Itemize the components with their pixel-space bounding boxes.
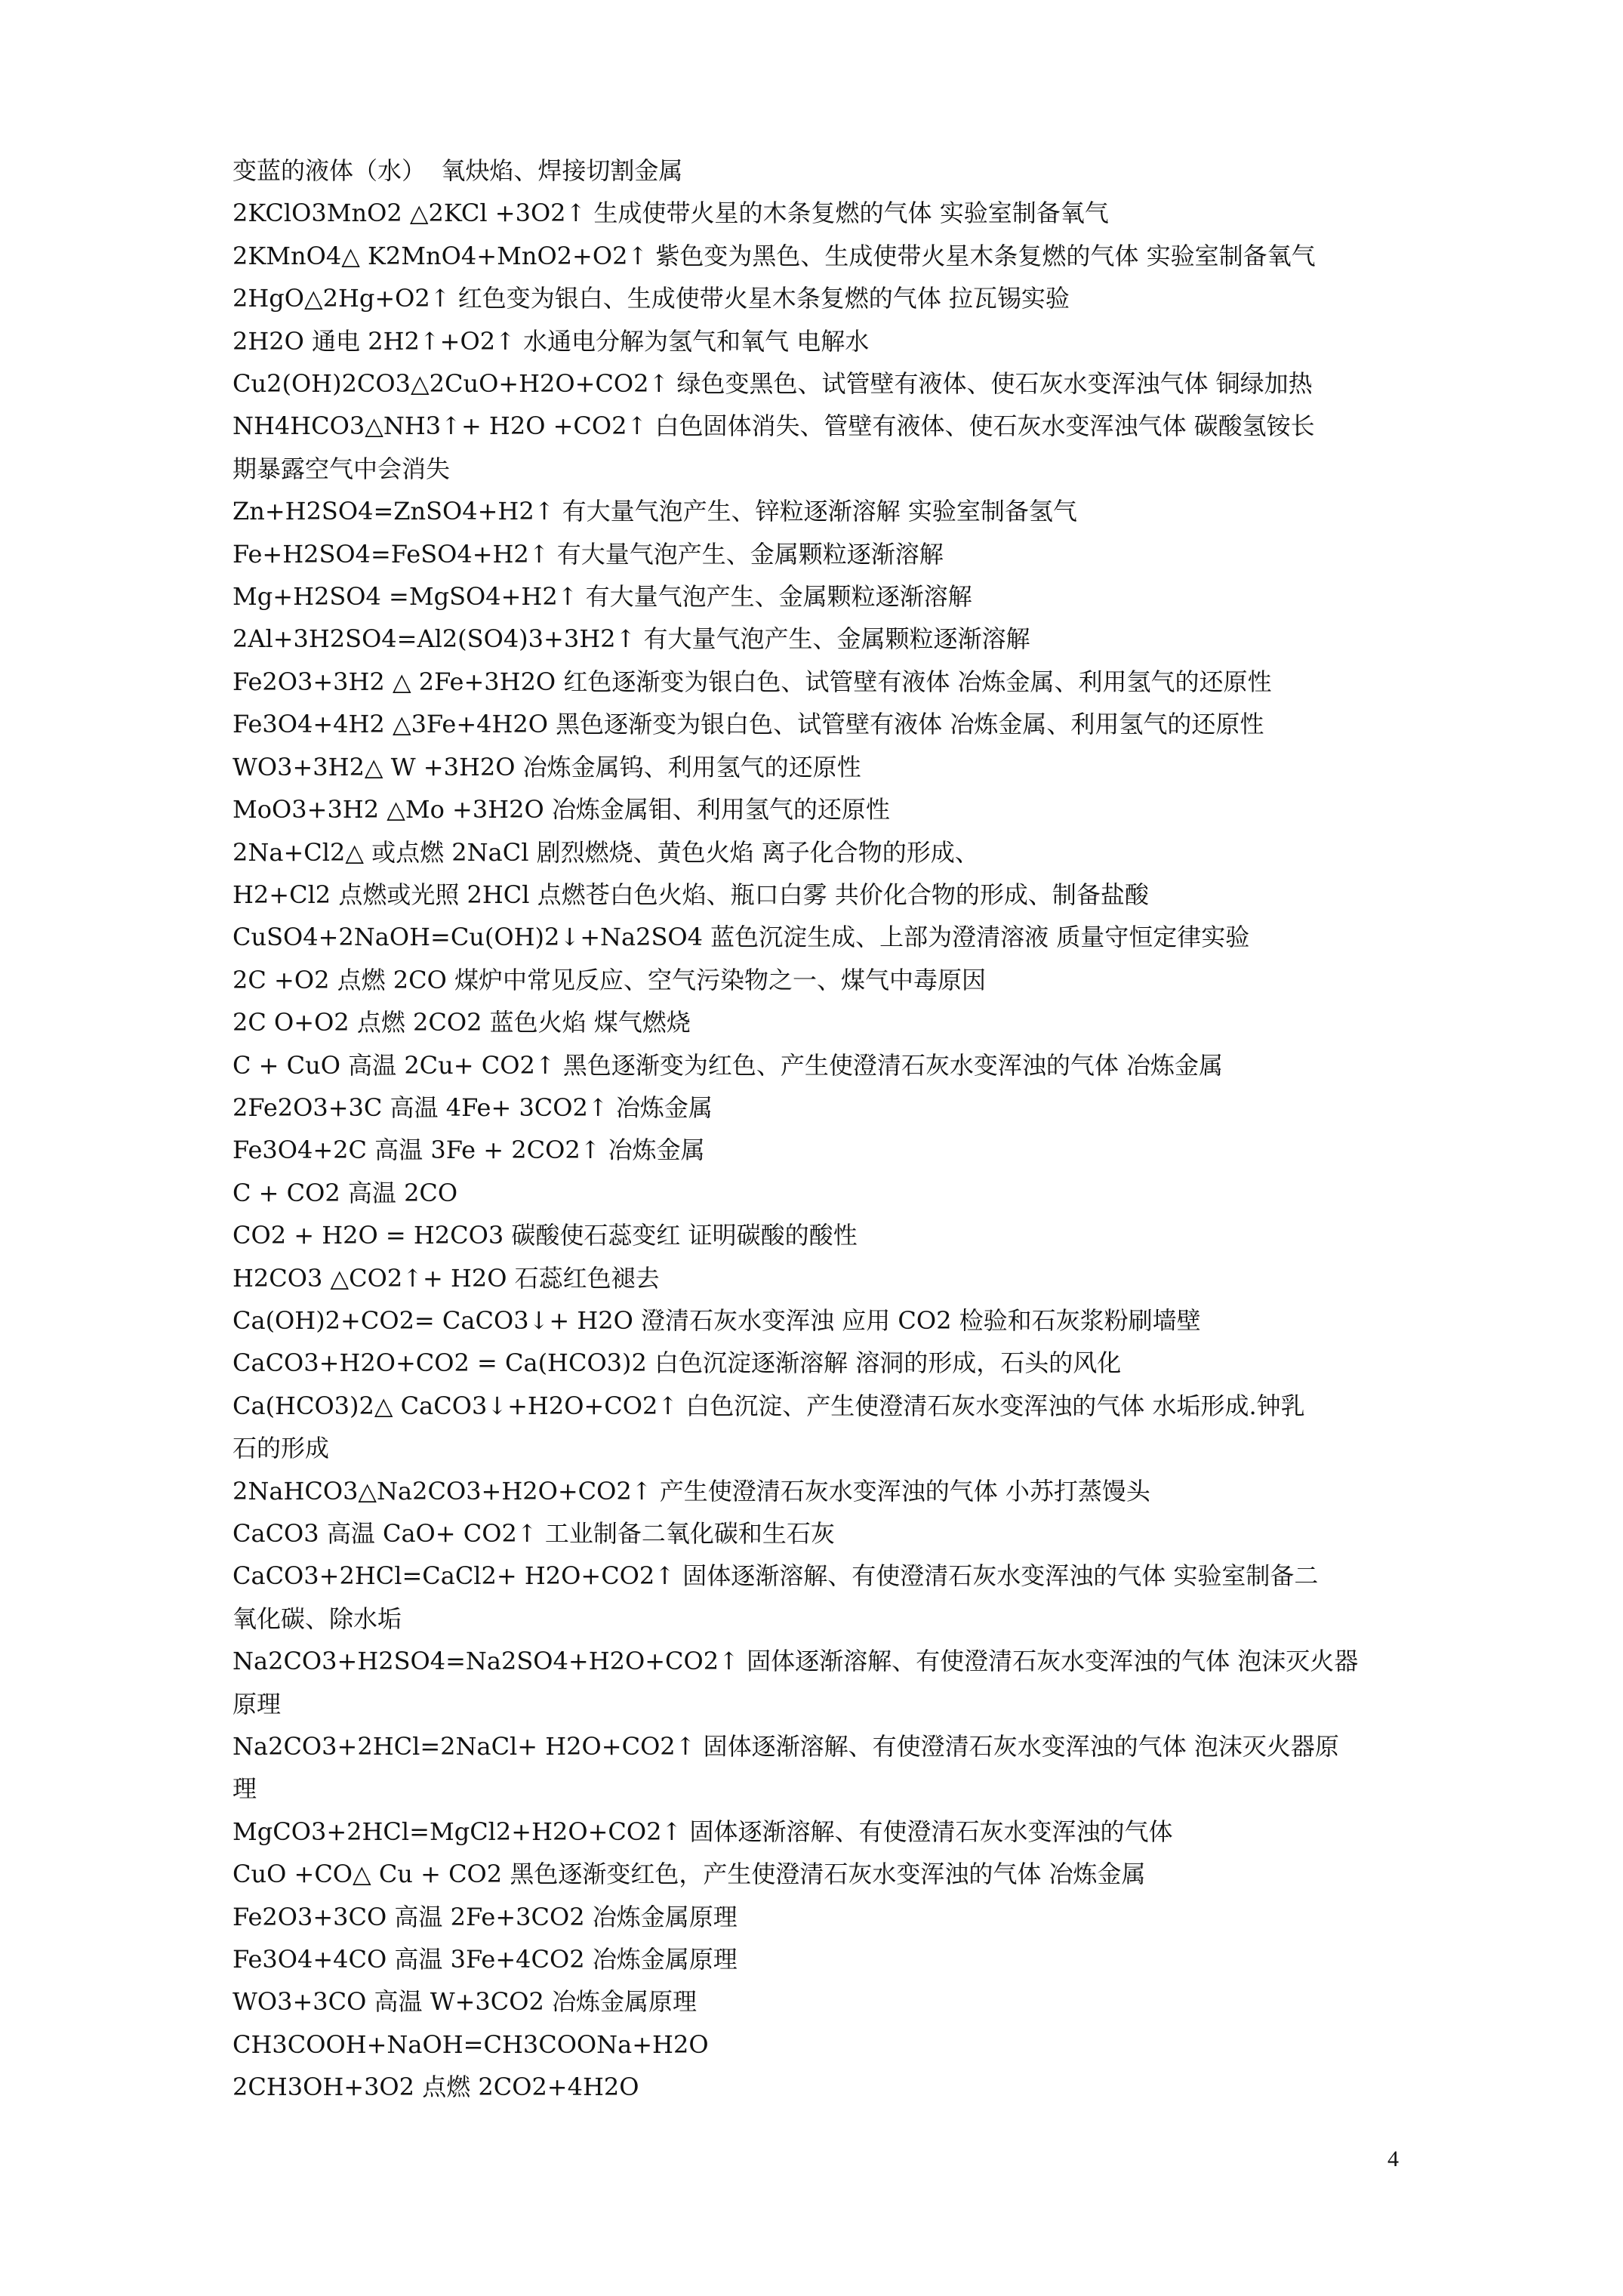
- page-number: 4: [1387, 2147, 1399, 2171]
- text-line: 2CH3OH+3O2 点燃 2CO2+4H2O: [233, 2073, 639, 2102]
- text-line: Fe2O3+3CO 高温 2Fe+3CO2 冶炼金属原理: [233, 1902, 738, 1931]
- text-line: Fe2O3+3H2 △ 2Fe+3H2O 红色逐渐变为银白色、试管壁有液体 冶炼金属、利用氢气的还原性: [233, 667, 1272, 696]
- text-line: Zn+H2SO4=ZnSO4+H2↑ 有大量气泡产生、锌粒逐渐溶解 实验室制备氢气: [233, 497, 1077, 526]
- text-line: C + CuO 高温 2Cu+ CO2↑ 黑色逐渐变为红色、产生使澄清石灰水变浑浊的气体 冶炼金属: [233, 1050, 1223, 1080]
- text-line: 2KMnO4△ K2MnO4+MnO2+O2↑ 紫色变为黑色、生成使带火星木条复燃的气体 实验室制备氧气: [233, 241, 1316, 270]
- text-line: 氧化碳、除水垢: [233, 1604, 402, 1633]
- text-line: 2NaHCO3△Na2CO3+H2O+CO2↑ 产生使澄清石灰水变浑浊的气体 小苏打蒸馒头: [233, 1476, 1150, 1505]
- text-line: MoO3+3H2 △Mo +3H2O 冶炼金属钼、利用氢气的还原性: [233, 795, 890, 824]
- text-line: WO3+3CO 高温 W+3CO2 冶炼金属原理: [233, 1987, 698, 2017]
- text-line: 石的形成: [233, 1434, 330, 1463]
- text-line: Ca(HCO3)2△ CaCO3↓+H2O+CO2↑ 白色沉淀、产生使澄清石灰水变浑浊的气体 水垢形成.钟乳: [233, 1391, 1305, 1420]
- text-line: 2C O+O2 点燃 2CO2 蓝色火焰 煤气燃烧: [233, 1008, 691, 1037]
- text-line: Fe3O4+2C 高温 3Fe + 2CO2↑ 冶炼金属: [233, 1136, 705, 1165]
- text-line: CuO +CO△ Cu + CO2 黑色逐渐变红色，产生使澄清石灰水变浑浊的气体 冶炼金属: [233, 1860, 1146, 1889]
- text-line: CaCO3 高温 CaO+ CO2↑ 工业制备二氧化碳和生石灰: [233, 1519, 835, 1548]
- text-line: Na2CO3+2HCl=2NaCl+ H2O+CO2↑ 固体逐渐溶解、有使澄清石灰水变浑浊的气体 泡沫灭火器原: [233, 1732, 1339, 1761]
- text-line: MgCO3+2HCl=MgCl2+H2O+CO2↑ 固体逐渐溶解、有使澄清石灰水变浑浊的气体: [233, 1817, 1173, 1846]
- text-line: CuSO4+2NaOH=Cu(OH)2↓+Na2SO4 蓝色沉淀生成、上部为澄清溶液 质量守恒定律实验: [233, 923, 1250, 952]
- text-line: 理: [233, 1774, 257, 1804]
- text-line: 2Fe2O3+3C 高温 4Fe+ 3CO2↑ 冶炼金属: [233, 1093, 713, 1122]
- text-line: 期暴露空气中会消失: [233, 454, 451, 483]
- text-line: 2HgO△2Hg+O2↑ 红色变为银白、生成使带火星木条复燃的气体 拉瓦锡实验: [233, 284, 1070, 313]
- text-line: H2+Cl2 点燃或光照 2HCl 点燃苍白色火焰、瓶口白雾 共价化合物的形成、制备盐酸: [233, 880, 1149, 909]
- text-line: 2Na+Cl2△ 或点燃 2NaCl 剧烈燃烧、黄色火焰 离子化合物的形成、: [233, 837, 979, 867]
- text-line: Fe3O4+4CO 高温 3Fe+4CO2 冶炼金属原理: [233, 1945, 738, 1974]
- text-line: CO2 + H2O = H2CO3 碳酸使石蕊变红 证明碳酸的酸性: [233, 1221, 858, 1250]
- text-line: CaCO3+2HCl=CaCl2+ H2O+CO2↑ 固体逐渐溶解、有使澄清石灰水变浑浊的气体 实验室制备二: [233, 1561, 1319, 1591]
- text-line: Na2CO3+H2SO4=Na2SO4+H2O+CO2↑ 固体逐渐溶解、有使澄清石灰水变浑浊的气体 泡沫灭火器: [233, 1647, 1359, 1676]
- text-line: 2C +O2 点燃 2CO 煤炉中常见反应、空气污染物之一、煤气中毒原因: [233, 965, 987, 994]
- text-line: WO3+3H2△ W +3H2O 冶炼金属钨、利用氢气的还原性: [233, 752, 861, 781]
- text-line: C + CO2 高温 2CO: [233, 1178, 458, 1207]
- text-line: 原理: [233, 1689, 282, 1718]
- text-line: Fe3O4+4H2 △3Fe+4H2O 黑色逐渐变为银白色、试管壁有液体 冶炼金属、利用氢气的还原性: [233, 710, 1264, 739]
- text-line: 变蓝的液体（水） 氧炔焰、焊接切割金属: [233, 156, 683, 185]
- text-line: Mg+H2SO4 =MgSO4+H2↑ 有大量气泡产生、金属颗粒逐渐溶解: [233, 582, 972, 612]
- document-body: [233, 149, 1410, 2109]
- text-line: H2CO3 △CO2↑+ H2O 石蕊红色褪去: [233, 1263, 660, 1293]
- text-line: NH4HCO3△NH3↑+ H2O +CO2↑ 白色固体消失、管壁有液体、使石灰水变浑浊气体 碳酸氢铵长: [233, 411, 1315, 441]
- text-line: Ca(OH)2+CO2= CaCO3↓+ H2O 澄清石灰水变浑浊 应用 CO2 检验和石灰浆粉刷墙壁: [233, 1305, 1201, 1335]
- text-line: 2KClO3MnO2 △2KCl +3O2↑ 生成使带火星的木条复燃的气体 实验室制备氧气: [233, 199, 1109, 228]
- text-line: CaCO3+H2O+CO2 = Ca(HCO3)2 白色沉淀逐渐溶解 溶洞的形成，石头的风化: [233, 1348, 1122, 1378]
- text-line: Fe+H2SO4=FeSO4+H2↑ 有大量气泡产生、金属颗粒逐渐溶解: [233, 539, 944, 569]
- text-line: CH3COOH+NaOH=CH3COONa+H2O: [233, 2029, 709, 2059]
- text-line: Cu2(OH)2CO3△2CuO+H2O+CO2↑ 绿色变黑色、试管壁有液体、使石灰水变浑浊气体 铜绿加热: [233, 369, 1313, 399]
- text-line: 2Al+3H2SO4=Al2(SO4)3+3H2↑ 有大量气泡产生、金属颗粒逐渐溶解: [233, 624, 1030, 654]
- text-line: 2H2O 通电 2H2↑+O2↑ 水通电分解为氢气和氧气 电解水: [233, 326, 870, 356]
